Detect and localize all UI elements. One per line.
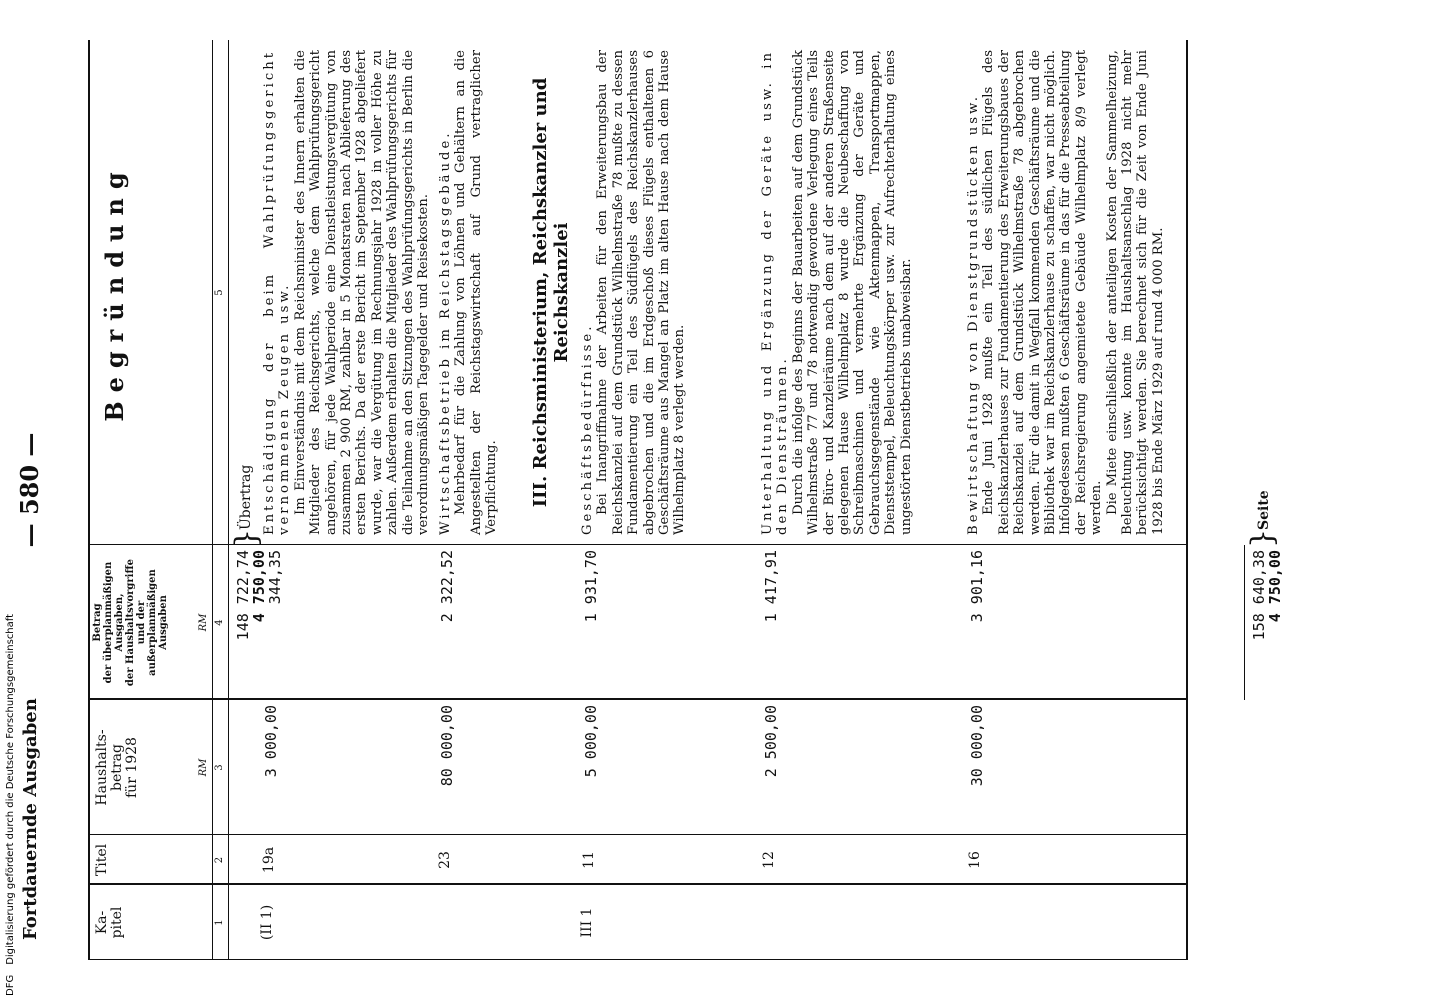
row3-haushalt: 5 000,00 bbox=[582, 705, 600, 778]
row1-titel: 19a bbox=[261, 846, 277, 874]
row3-lead: Geschäftsbedürfnisse. bbox=[580, 323, 595, 535]
row5-text bbox=[966, 50, 1166, 535]
col-num-5: 5 bbox=[214, 289, 225, 296]
page-total-line-1: 158 640,38 bbox=[1250, 550, 1268, 641]
row4-titel: 12 bbox=[761, 851, 777, 869]
carry-over-label: Übertrag bbox=[238, 464, 254, 530]
row3-text bbox=[580, 50, 688, 535]
unit-rm-haushalt: RM bbox=[198, 758, 209, 777]
row4-lead: Unterhaltung und Ergänzung der Geräte usw. in den Diensträumen. bbox=[760, 50, 791, 535]
row1-text bbox=[262, 50, 431, 535]
row3-kapitel: III 1 bbox=[579, 907, 595, 938]
column-rule-1 bbox=[88, 883, 1188, 885]
total-rule bbox=[1244, 545, 1245, 700]
table-top-rule bbox=[88, 40, 90, 960]
row5-body-2: Die Miete einschließlich der anteiligen Kosten der Sammelheizung, Beleuchtung usw. konnte im Haushaltsanschlag 1928 nicht mehr berücksichtigt werden. Sie berechnet sich für die Zeit von Ende Juni 1928 bis Ende März 1929 auf rund 4 000 RM. bbox=[1104, 50, 1166, 535]
row2-text bbox=[438, 50, 500, 535]
col-num-3: 3 bbox=[214, 764, 225, 771]
col-header-titel: Titel bbox=[94, 843, 110, 877]
row2-haushalt: 80 000,00 bbox=[438, 705, 456, 787]
col-num-4: 4 bbox=[214, 619, 225, 626]
row4-body: Durch die infolge des Beginns der Bauarbeiten auf dem Grundstück Wilhelmstraße 77 und 78 notwendig gewordene Verlegung eines Teils der Büro- und Kanzleiräume nach dem auf der anderen Straßenseite gelegenen Hause Wilhelmplatz 8 wurde die Neubeschaffung von Schreibmaschinen und vermehrte Ergänzung der Geräte und Gebrauchsgegenstände wie Aktenmappen, Transportmappen, Dienststempel, Beleuchtungskörper usw. zur Aufrechterhaltung eines ungestörten Dienstbetriebs unabweisbar. bbox=[790, 50, 914, 535]
row1-body: Im Einverständnis mit dem Reichsminister des Innern erhalten die Mitglieder des Reichsgerichts, welche dem Wahlprüfungsgericht angehören, für jede Wahlperiode eine Dienstleistungsvergütung von zusammen 2 900 RM, zahlbar in 5 Monatsraten nach Ablieferung des ersten Berichts. Da der erste Bericht im September 1928 abgeliefert wurde, war die Vergütung im Rechnungsjahr 1928 in voller Höhe zu zahlen. Außerdem erhalten die Mitglieder des Wahlprüfungsgerichts für die Teilnahme an den Sitzungen des Wahlprüfungsgerichts in Berlin die verordnungsmäßigen Tagegelder und Reisekosten. bbox=[292, 50, 432, 535]
header-number-rule bbox=[212, 40, 213, 960]
sidenote-text: Digitalisierung gefördert durch die Deutsche Forschungsgemeinschaft bbox=[5, 613, 16, 965]
col-header-kapitel: Ka- pitel bbox=[94, 906, 125, 939]
unit-rm-betrag: RM bbox=[198, 613, 209, 632]
col-num-1: 1 bbox=[214, 919, 225, 926]
row3-body: Bei Inangriffnahme der Arbeiten für den Erweiterungsbau der Reichskanzlei auf dem Grundstück Wilhelmstraße 78 mußte zu dessen Fundamentierung ein Teil des Südflügels des Reichskanzlerhauses abgebrochen und die im Erdgeschoß dieses Flügels enthaltenen 6 Geschäftsräume aus Mangel an Platz im alten Hause nach dem Hause Wilhelmplatz 8 verlegt werden. bbox=[595, 50, 688, 535]
dfg-logo: DFG bbox=[5, 974, 16, 996]
row5-haushalt: 30 000,00 bbox=[968, 705, 986, 787]
col-num-2: 2 bbox=[214, 856, 225, 864]
col-header-betrag: Betrag der überplanmäßigen Ausgaben, der Haushaltsvorgriffe und der außerplanmäßigen Ausgaben bbox=[92, 558, 169, 687]
row1-lead: Entschädigung der beim Wahlprüfungsgericht vernommenen Zeugen usw. bbox=[262, 50, 293, 535]
page-total-brace: } bbox=[1245, 528, 1280, 548]
row4-betrag: 1 417,91 bbox=[762, 550, 780, 623]
row2-lead: Wirtschaftsbetrieb im Reichstagsgebäude. bbox=[438, 130, 453, 535]
page-total-line-2: 4 750,00 bbox=[1266, 550, 1284, 623]
row3-betrag: 1 931,70 bbox=[582, 550, 600, 623]
row1-betrag: 344,35 bbox=[266, 550, 284, 605]
row1-kapitel: (II 1) bbox=[259, 904, 275, 941]
row2-body: Mehrbedarf für die Zahlung von Löhnen und Gehältern an die Angestellten der Reichstagswirtschaft auf Grund vertraglicher Verpflichtung. bbox=[453, 50, 500, 535]
page-total-label: Seite bbox=[1256, 490, 1272, 530]
row3-titel: 11 bbox=[581, 851, 597, 869]
row2-betrag: 2 322,52 bbox=[438, 550, 456, 623]
carry-over-line-1: 148 722,74 bbox=[234, 550, 252, 641]
sidenote-container bbox=[0, 0, 16, 1000]
col-header-begruendung: Begründung bbox=[100, 163, 129, 422]
row1-haushalt: 3 000,00 bbox=[262, 705, 280, 778]
row4-haushalt: 2 500,00 bbox=[762, 705, 780, 778]
carry-over-brace: } bbox=[229, 528, 264, 548]
page-number: — 580 — bbox=[15, 432, 44, 548]
row5-betrag: 3 901,16 bbox=[968, 550, 986, 623]
row2-titel: 23 bbox=[437, 851, 453, 869]
row4-text bbox=[760, 50, 914, 535]
row5-body: Ende Juni 1928 mußte ein Teil des südlichen Flügels des Reichskanzlerhauses zur Fundamentierung des Erweiterungsbaues der Reichskanzlei auf dem Grundstück Wilhelmstraße 78 abgebrochen werden. Für die damit in Wegfall kommenden Geschäftsräume und die Bibliothek war im Reichskanzlerhause zu schaffen, war nicht möglich. Infolgedessen mußten 6 Geschäftsräume in das für die Presseabteilung der Reichsregierung angemietete Gebäude Wilhelmplatz 8/9 verlegt werden. bbox=[981, 50, 1105, 535]
row5-lead: Bewirtschaftung von Dienstgrundstücken usw. bbox=[966, 94, 981, 535]
row5-titel: 16 bbox=[967, 851, 983, 869]
header-bottom-rule bbox=[228, 40, 229, 960]
table-left-rule bbox=[88, 959, 1188, 960]
carry-over-line-2: 4 750,00 bbox=[250, 550, 268, 623]
section-heading: III. Reichsministerium, Reichskanzler und Reichskanzlei bbox=[530, 77, 572, 508]
table-bottom-rule bbox=[1186, 40, 1188, 960]
header-left-title: Fortdauernde Ausgaben bbox=[20, 698, 41, 940]
col-header-haushalt: Haushalts- betrag für 1928 bbox=[94, 729, 140, 806]
column-rule-2 bbox=[88, 834, 1188, 835]
